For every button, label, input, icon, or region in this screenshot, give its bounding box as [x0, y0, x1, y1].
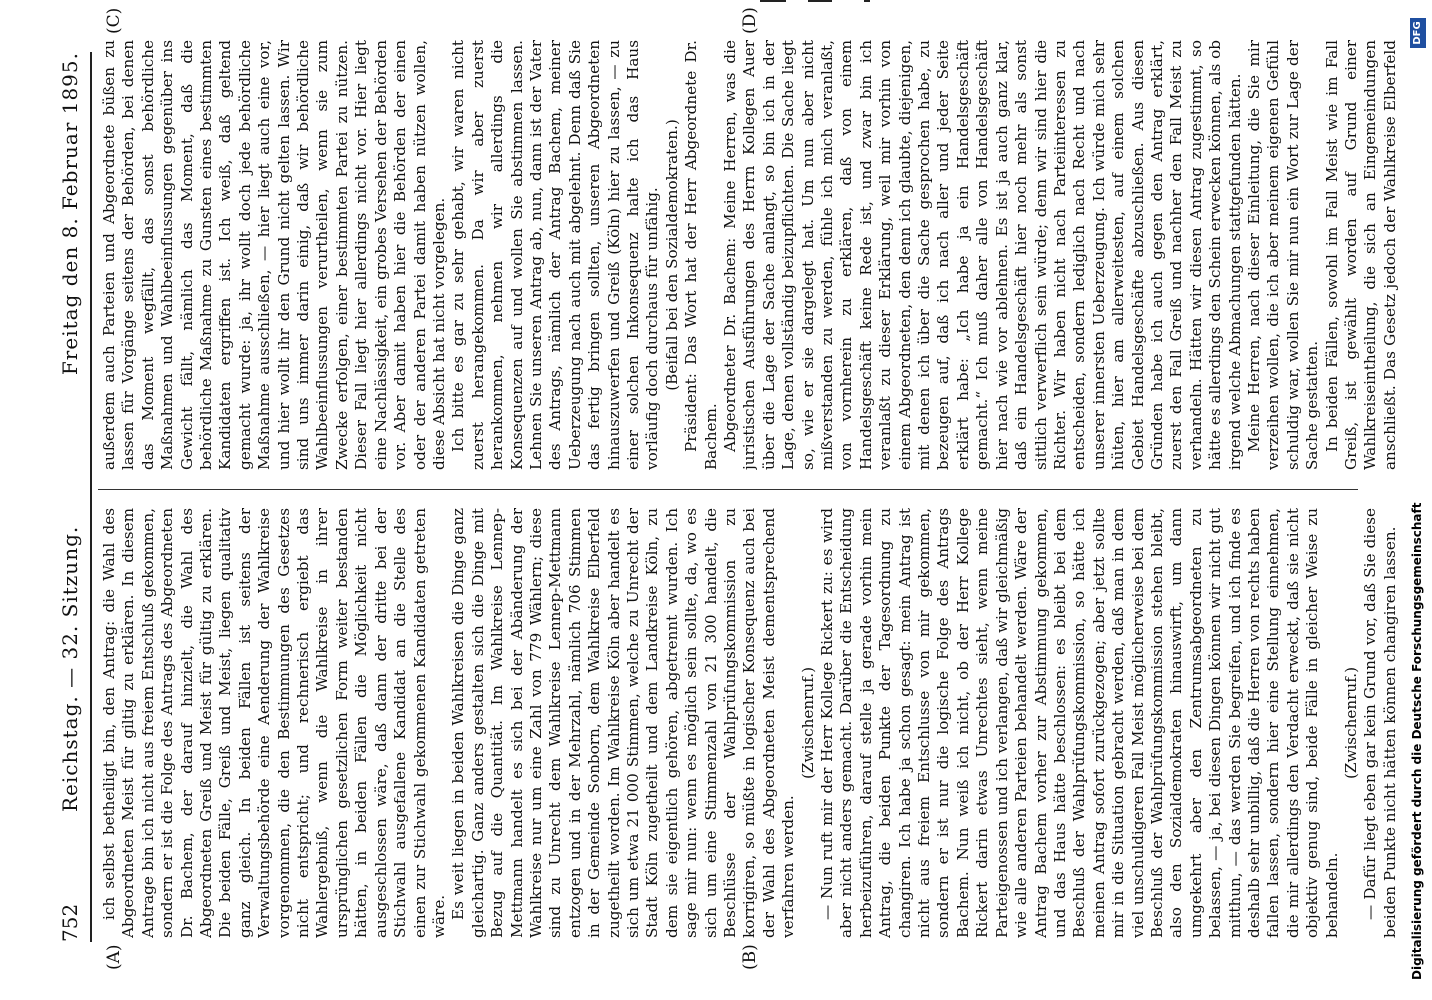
- page-header: [58, 52, 84, 942]
- paragraph: außerdem auch Parteien und Abgeordnete büßen zu lassen für Vorgänge seitens der Behörden, bei denen das Moment wegfällt, das sonst behördliche Maßnahmen und Wahlbeeinflussungen gegenüber ins Gewicht fällt, nämlich das Moment, daß die behördliche Maßnahme zu Gunsten eines bestimmten Kandidaten ergriffen ist. Ich weiß, daß geltend gemacht wurde: ja, ihr wollt doch jede behördliche Maßnahme ausschließen, — hier liegt auch eine vor, und hier wollt ihr den Grund nicht gelten lassen. Wir sind uns immer darin einig, daß wir behördliche Wahlbeeinflussungen verurtheilen, wenn sie zum Zwecke erfolgen, einer bestimmten Partei zu nützen. Dieser Fall liegt hier allerdings nicht vor. Hier liegt eine Nachlässigkeit, ein grobes Versehen der Behörden vor. Aber damit haben hier die Behörden der einen oder der anderen Partei damit haben nützen wollen, diese Absicht hat nicht vorgelegen.: [100, 40, 448, 470]
- top-edge-marks: [760, 0, 900, 3]
- header-rule: [90, 52, 92, 942]
- paragraph: — Dafür liegt eben gar kein Grund vor, daß Sie diese beiden Punkte nicht hätten können changiren lassen.: [1361, 508, 1399, 938]
- margin-marker-d: (D): [740, 7, 760, 34]
- paragraph: Ich bitte es gar zu sehr gehabt, wir waren nicht zuerst herangekommen. Da wir aber zuerst herankommen, nehmen wir allerdings die Konsequenzen auf und wollen Sie abstimmen lassen. Lehnen Sie unseren Antrag ab, nun, dann ist der Vater des Antrags, nämlich der Antrag Bachem, meiner Ueberzeugung nach auch mit abgelehnt. Denn daß Sie das fertig bringen sollten, unseren Abgeordneten hinauszuwerfen und Greiß (Köln) hier zu lassen, — zu einer solchen Inkonsequenz halte ich das Haus vorläufig doch durchaus für unfähig.: [449, 40, 662, 470]
- paragraph: ich selbst betheiligt bin, den Antrag: die Wahl des Abgeordneten Meist für giltig zu erklären. In diesem Antrage bin ich nicht aus freiem Entschluß gekommen, sondern er ist die Folge des Antrags des Abgeordneten Dr. Bachem, der darauf hinzielt, die Wahl des Abgeordneten Greiß und Meist für gültig zu erklären. Die beiden Fälle, Greiß und Meist, liegen qualitativ ganz gleich. In beiden Fällen ist seitens der Verwaltungsbehörde eine Aenderung der Wahlkreise vorgenommen, die den Bestimmungen des Gesetzes nicht entspricht; und rechnerisch ergiebt das Wahlergebniß, wenn die Wahlkreise in ihrer ursprünglichen gesetzlichen Form weiter bestanden hätten, in beiden Fällen die Möglichkeit nicht ausgeschlossen wäre, daß dann der dritte bei der Stichwahl ausgefallene Kandidat an die Stelle des einen zur Stichwahl gekommenen Kandidaten getreten wäre.: [100, 508, 448, 938]
- margin-marker-c: (C): [104, 7, 124, 34]
- column-divider: [98, 489, 1358, 490]
- session-date: Freitag den 8. Februar 1895.: [58, 52, 82, 376]
- paragraph: — Nun ruft mir der Herr Kollege Rickert zu: es wird aber nicht anders gemacht. Darüber die Entscheidung herbeizuführen, darauf stelle ja gerade vorhin mein Antrag, die beiden Punkte der Tagesordnung zu changiren. Ich habe ja schon gesagt: mein Antrag ist nicht aus freiem Entschlusse von mir gekommen, sondern er ist nur die logische Folge des Antrags Bachem. Nun weiß ich nicht, ob der Herr Kollege Rickert darin etwas Unrechtes sieht, wenn meine Parteigenossen und ich verlangen, daß wir gleichmäßig wie alle anderen Parteien behandelt werden. Wäre der Antrag Bachem vorher zur Abstimmung gekommen, und das Haus hätte beschlossen: es bleibt bei dem Beschluß der Wahlprüfungskommission, so hätte ich meinen Antrag sofort zurückgezogen; aber jetzt sollte mir in die Situation gebracht werden, daß man in dem viel unschuldigeren Fall Meist möglicherweise bei dem Beschluß der Wahlprüfungskommission stehen bleibt, also den Sozialdemokraten hinauswirft, um dann umgekehrt aber den Zentrumsabgeordneten zu belassen, — ja, bei diesen Dingen können wir nicht gut mitthun, — das werden Sie begreifen, und ich finde es deshalb sehr unbillig, daß die Herren von rechts haben fallen lassen, sondern hier eine Stellung einnehmen, die mir allerdings den Verdacht erweckt, daß sie nicht objektiv genug sind, beide Fälle in gleicher Weise zu behandeln.: [818, 508, 1341, 938]
- page-number: 752: [58, 903, 82, 942]
- digitization-text: Digitalisierung gefördert durch die Deutsche Forschungsgemeinschaft: [1410, 502, 1424, 980]
- right-column: [100, 40, 1400, 470]
- speaker-paragraph: Abgeordneter Dr. Bachem: Meine Herren, was die juristischen Ausführungen des Herrn Kollegen Auer über die Lage der Sache anlangt, so bin ich in der Lage, denen vollständig beizupflichten. Die Sache liegt so, wie er sie dargelegt hat. Um nun aber nicht mißverstanden zu werden, fühle ich mich veranlaßt, von vornherein zu erklären, daß von einem Handelsgeschäft keine Rede ist, und zwar bin ich veranlaßt zu dieser Erklärung, weil mir vorhin von einem Abgeordneten, den denn ich glaubte, diejenigen, mit denen ich über die Sache gesprochen habe, zu bezeugen auf, daß ich nach aller und jeder Seite erklärt habe: „Ich habe ja ein Handelsgeschäft gemacht.“ Ich muß daher alle von Handelsgeschäft hier nach wie vor ablehnen. Es ist ja auch ganz klar, daß ein Handelsgeschäft hier noch mehr als sonst sittlich verwerflich sein würde; denn wir sind hier die Richter. Wir haben nicht nach Parteiinteressen zu entscheiden, sondern lediglich nach Recht und nach unserer innersten Ueberzeugung. Ich würde mich sehr hüten, hier am allerweitesten, auf einem solchen Gebiet Handelsgeschäfte abzuschließen. Aus diesen Gründen habe ich auch gegen den Antrag erklärt, zuerst den Fall Greiß und nachher den Fall Meist zu verhandeln. Hätten wir diesen Antrag zugestimmt, so hätte es allerdings den Schein erwecken können, als ob irgend welche Abmachungen stattgefunden hätten.: [721, 40, 1244, 470]
- session-title: Reichstag. — 32. Sitzung.: [58, 525, 82, 812]
- paragraph: Meine Herren, nach dieser Einleitung, die Sie mir verzeihen wollen, die ich aber meinem eigenen Gefühl schuldig war, wollen Sie mir nun ein Wort zur Lage der Sache gestatten.: [1244, 40, 1322, 470]
- paragraph: In beiden Fällen, sowohl im Fall Meist wie im Fall Greiß, ist gewählt worden auf Grund einer Wahlkreiseintheilung, die sich an Eingemeindungen anschließt. Das Gesetz jedoch der Wahlkreise Elberfeld: [1322, 40, 1399, 470]
- left-column: [100, 508, 1400, 938]
- dfg-logo: DFG: [1410, 18, 1426, 48]
- margin-marker-b: (B): [740, 944, 760, 970]
- digitization-note: [1405, 20, 1429, 980]
- margin-marker-a: (A): [104, 944, 124, 970]
- interjection: (Zwischenruf.): [798, 666, 817, 780]
- paragraph: Es weit liegen in beiden Wahlkreisen die Dinge ganz gleichartig. Ganz anders gestalten sich die Dinge mit Bezug auf die Quantität. Im Wahlkreise Lennep-Mettmann handelt es sich bei der Abänderung der Wahlkreise nur um eine Zahl von 779 Wählern; diese sind zu Unrecht dem Wahlkreise Lennep-Mettmann entzogen und in der Mehrzahl, nämlich 706 Stimmen in der Gemeinde Sonborn, dem Wahlkreise Elberfeld zugetheilt worden. Im Wahlkreise Köln aber handelt es sich um etwa 21 000 Stimmen, welche zu Unrecht der Stadt Köln zugetheilt und dem Landkreise Köln, zu dem sie eigentlich gehören, abgetrennt wurden. Ich sage mir nun: wenn es möglich sein sollte, da, wo es sich um eine Stimmenzahl von 21 300 handelt, die Beschlüsse der Wahlprüfungskommission zu korrigiren, so müßte in logischer Konsequenz auch bei der Wahl des Abgeordneten Meist dementsprechend verfahren werden.: [449, 508, 798, 938]
- interjection: (Beifall bei den Sozialdemokraten.): [662, 119, 681, 391]
- interjection: (Zwischenruf.): [1342, 666, 1360, 780]
- speaker-paragraph: Präsident: Das Wort hat der Herr Abgeordnete Dr. Bachem.: [682, 40, 720, 470]
